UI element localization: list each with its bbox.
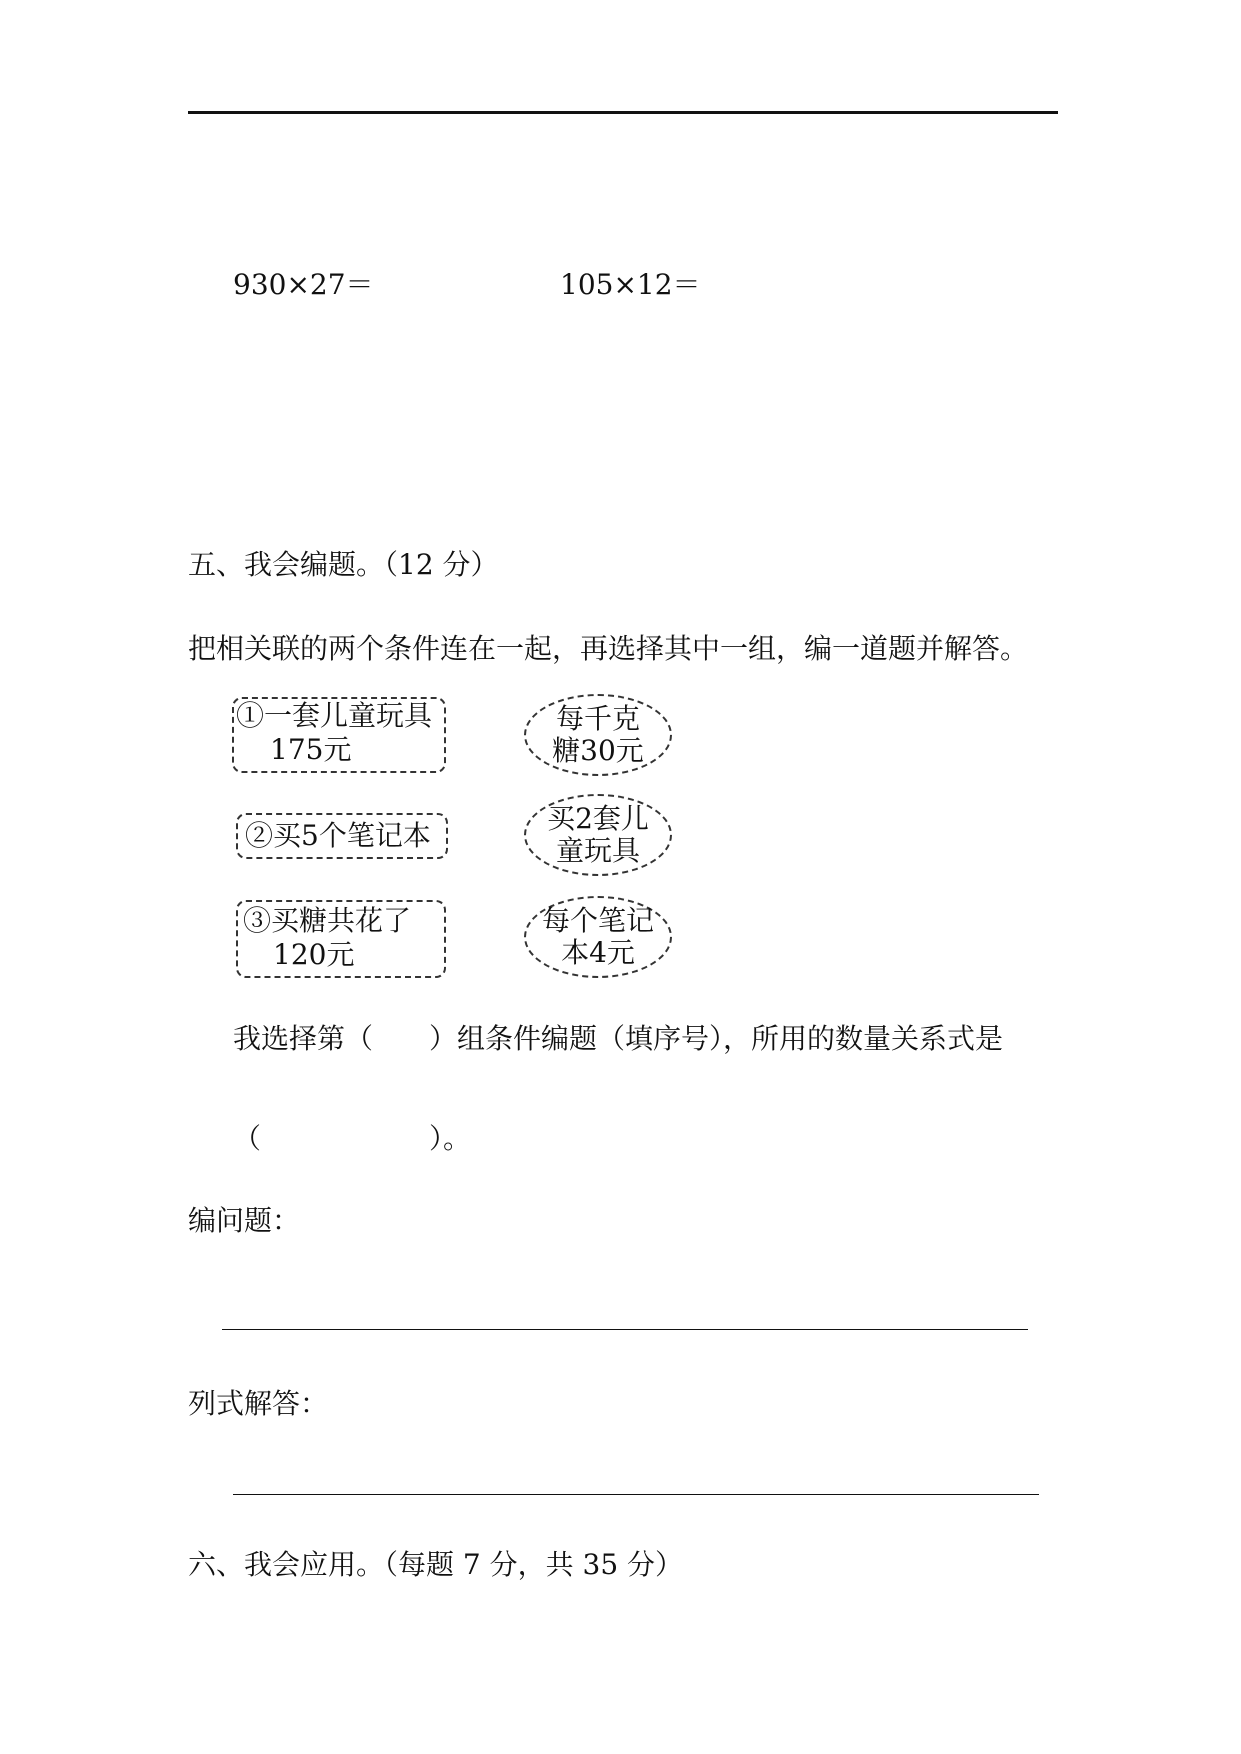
question-label: 编问题： xyxy=(188,1204,301,1237)
condition-box-1[interactable] xyxy=(232,697,446,773)
condition-box-3-line2: 120元 xyxy=(273,938,355,971)
condition-oval-3-line2: 本4元 xyxy=(561,936,635,969)
solution-answer-line[interactable] xyxy=(233,1494,1039,1495)
question-answer-line[interactable] xyxy=(222,1329,1028,1330)
condition-box-2[interactable] xyxy=(236,813,448,859)
relation-blank[interactable]: （ ）。 xyxy=(233,1122,472,1155)
condition-oval-1[interactable] xyxy=(524,694,672,776)
condition-oval-3-line1: 每个笔记 xyxy=(541,904,654,937)
section-6-heading: 六、我会应用。（每题 7 分，共 35 分） xyxy=(188,1548,684,1581)
condition-box-1-line1: ①一套儿童玩具 xyxy=(236,699,433,732)
condition-oval-3[interactable] xyxy=(524,896,672,978)
choose-sentence: 我选择第（ ）组条件编题（填序号），所用的数量关系式是 xyxy=(233,1022,1004,1055)
condition-box-3-line1: ③买糖共花了 xyxy=(243,904,412,937)
condition-oval-2[interactable] xyxy=(524,794,672,876)
calc-item-1: 930×27＝ xyxy=(233,268,374,301)
condition-box-2-line1: ②买5个笔记本 xyxy=(245,819,431,852)
condition-oval-2-line1: 买2套儿 xyxy=(547,802,649,835)
condition-oval-2-line2: 童玩具 xyxy=(555,834,640,867)
condition-box-3[interactable] xyxy=(236,900,446,978)
section-5-heading: 五、我会编题。（12 分） xyxy=(188,548,499,581)
solution-label: 列式解答： xyxy=(188,1387,329,1420)
section-5-instruction: 把相关联的两个条件连在一起，再选择其中一组，编一道题并解答。 xyxy=(188,632,1029,665)
condition-oval-1-line2: 糖30元 xyxy=(552,734,644,767)
top-rule xyxy=(188,111,1058,114)
condition-box-1-line2: 175元 xyxy=(270,733,352,766)
calc-item-2: 105×12＝ xyxy=(560,268,701,301)
condition-oval-1-line1: 每千克 xyxy=(555,702,640,735)
